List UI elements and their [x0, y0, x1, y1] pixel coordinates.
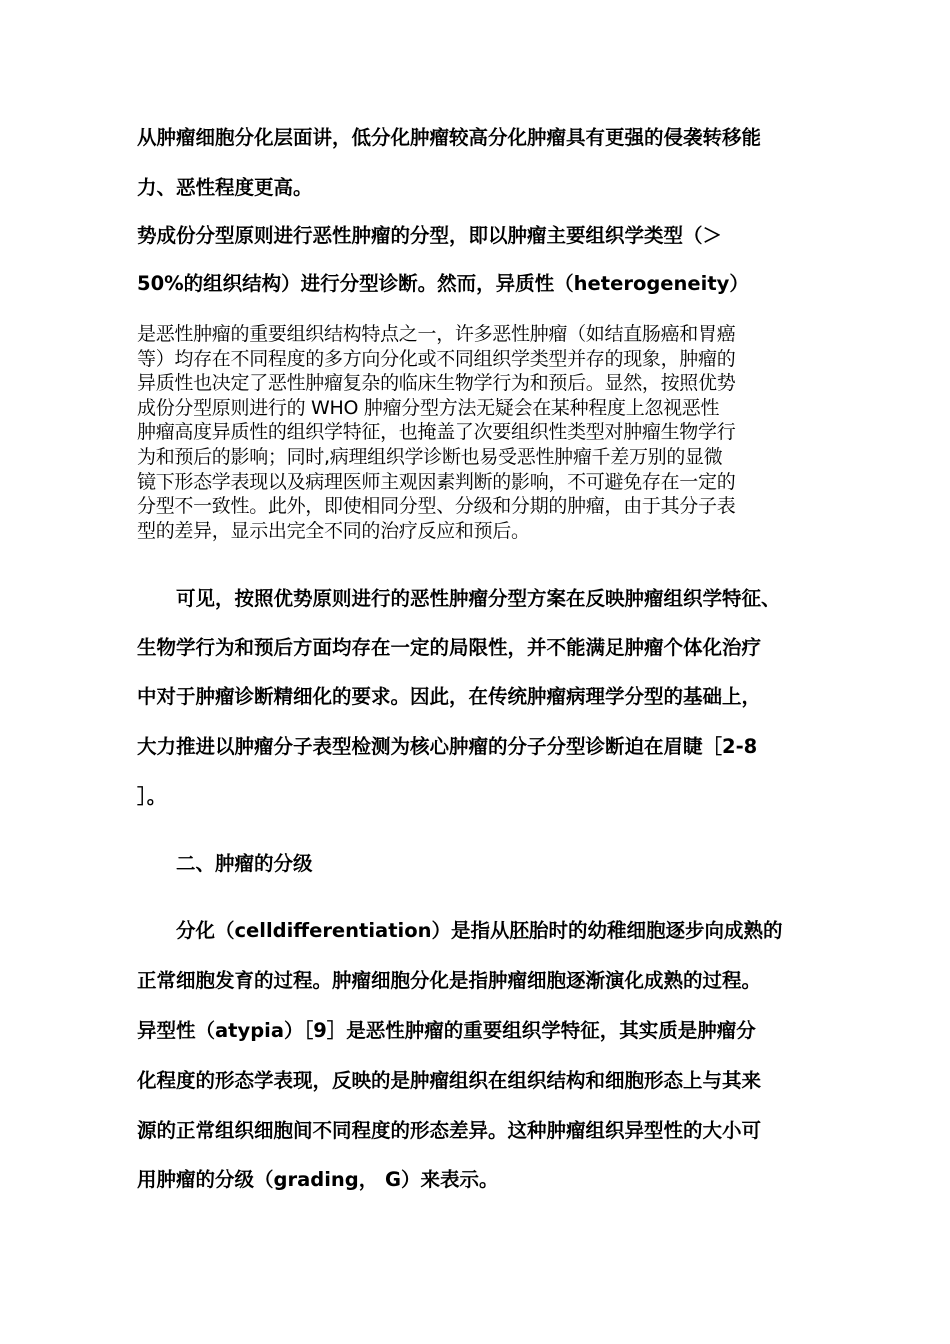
section-heading: 二、肿瘤的分级: [176, 852, 313, 875]
paragraph4-line-3: 中对于肿瘤诊断精细化的要求。因此，在传统肿瘤病理学分型的基础上，: [137, 685, 762, 708]
paragraph3-line-1: 是恶性肿瘤的重要组织结构特点之一，许多恶性肿瘤（如结直肠癌和胃癌: [137, 323, 736, 345]
paragraph1-line-2: 力、恶性程度更高。: [137, 176, 313, 199]
paragraph1-line-1: 从肿瘤细胞分化层面讲，低分化肿瘤较高分化肿瘤具有更强的侵袭转移能: [137, 126, 762, 149]
paragraph3-line-9: 型的差异，显示出完全不同的治疗反应和预后。: [137, 519, 530, 542]
paragraph3-line-2: 等）均存在不同程度的多方向分化或不同组织学类型并存的现象，肿瘤的: [137, 347, 736, 370]
paragraph3-line-8: 分型不一致性。此外，即使相同分型、分级和分期的肿瘤，由于其分子表: [137, 495, 736, 518]
paragraph3-block: [137, 322, 837, 543]
paragraph4-line-4: 大力推进以肿瘤分子表型检测为核心肿瘤的分子分型诊断迫在眉睫［2-8: [137, 735, 758, 758]
paragraph4-line-1: 可见，按照优势原则进行的恶性肿瘤分型方案在反映肿瘤组织学特征、: [176, 587, 781, 610]
paragraph3-line-5: 肿瘤高度异质性的组织学特征，也掩盖了次要组织性类型对肿瘤生物学行: [137, 421, 736, 444]
paragraph5-line-1: 分化（celldifferentiation）是指从胚胎时的幼稚细胞逐步向成熟的: [176, 919, 783, 942]
paragraph4-line-5: ］。: [137, 785, 167, 808]
paragraph5-line-4: 化程度的形态学表现，反映的是肿瘤组织在组织结构和细胞形态上与其来: [137, 1069, 762, 1092]
paragraph2-line-1: 势成份分型原则进行恶性肿瘤的分型，即以肿瘤主要组织学类型（＞: [137, 224, 723, 247]
paragraph4-line-2: 生物学行为和预后方面均存在一定的局限性，并不能满足肿瘤个体化治疗: [137, 636, 762, 659]
paragraph3-line-7: 镜下形态学表现以及病理医师主观因素判断的影响，不可避免存在一定的: [137, 470, 736, 493]
paragraph5-line-2: 正常细胞发育的过程。肿瘤细胞分化是指肿瘤细胞逐渐演化成熟的过程。: [137, 969, 762, 992]
paragraph5-line-3: 异型性（atypia）［9］是恶性肿瘤的重要组织学特征，其实质是肿瘤分: [137, 1019, 756, 1042]
paragraph3-line-3: 异质性也决定了恶性肿瘤复杂的临床生物学行为和预后。显然，按照优势: [137, 372, 736, 395]
paragraph5-line-6: 用肿瘤的分级（grading， G）来表示。: [137, 1168, 499, 1191]
paragraph3-line-4: 成份分型原则进行的 WHO 肿瘤分型方法无疑会在某种程度上忽视恶性: [137, 396, 720, 419]
paragraph5-line-5: 源的正常组织细胞间不同程度的形态差异。这种肿瘤组织异型性的大小可: [137, 1119, 762, 1142]
paragraph3-line-6: 为和预后的影响；同时,病理组织学诊断也易受恶性肿瘤千差万别的显微: [137, 445, 723, 468]
paragraph2-line-2: 50%的组织结构）进行分型诊断。然而，异质性（heterogeneity）: [137, 272, 749, 295]
